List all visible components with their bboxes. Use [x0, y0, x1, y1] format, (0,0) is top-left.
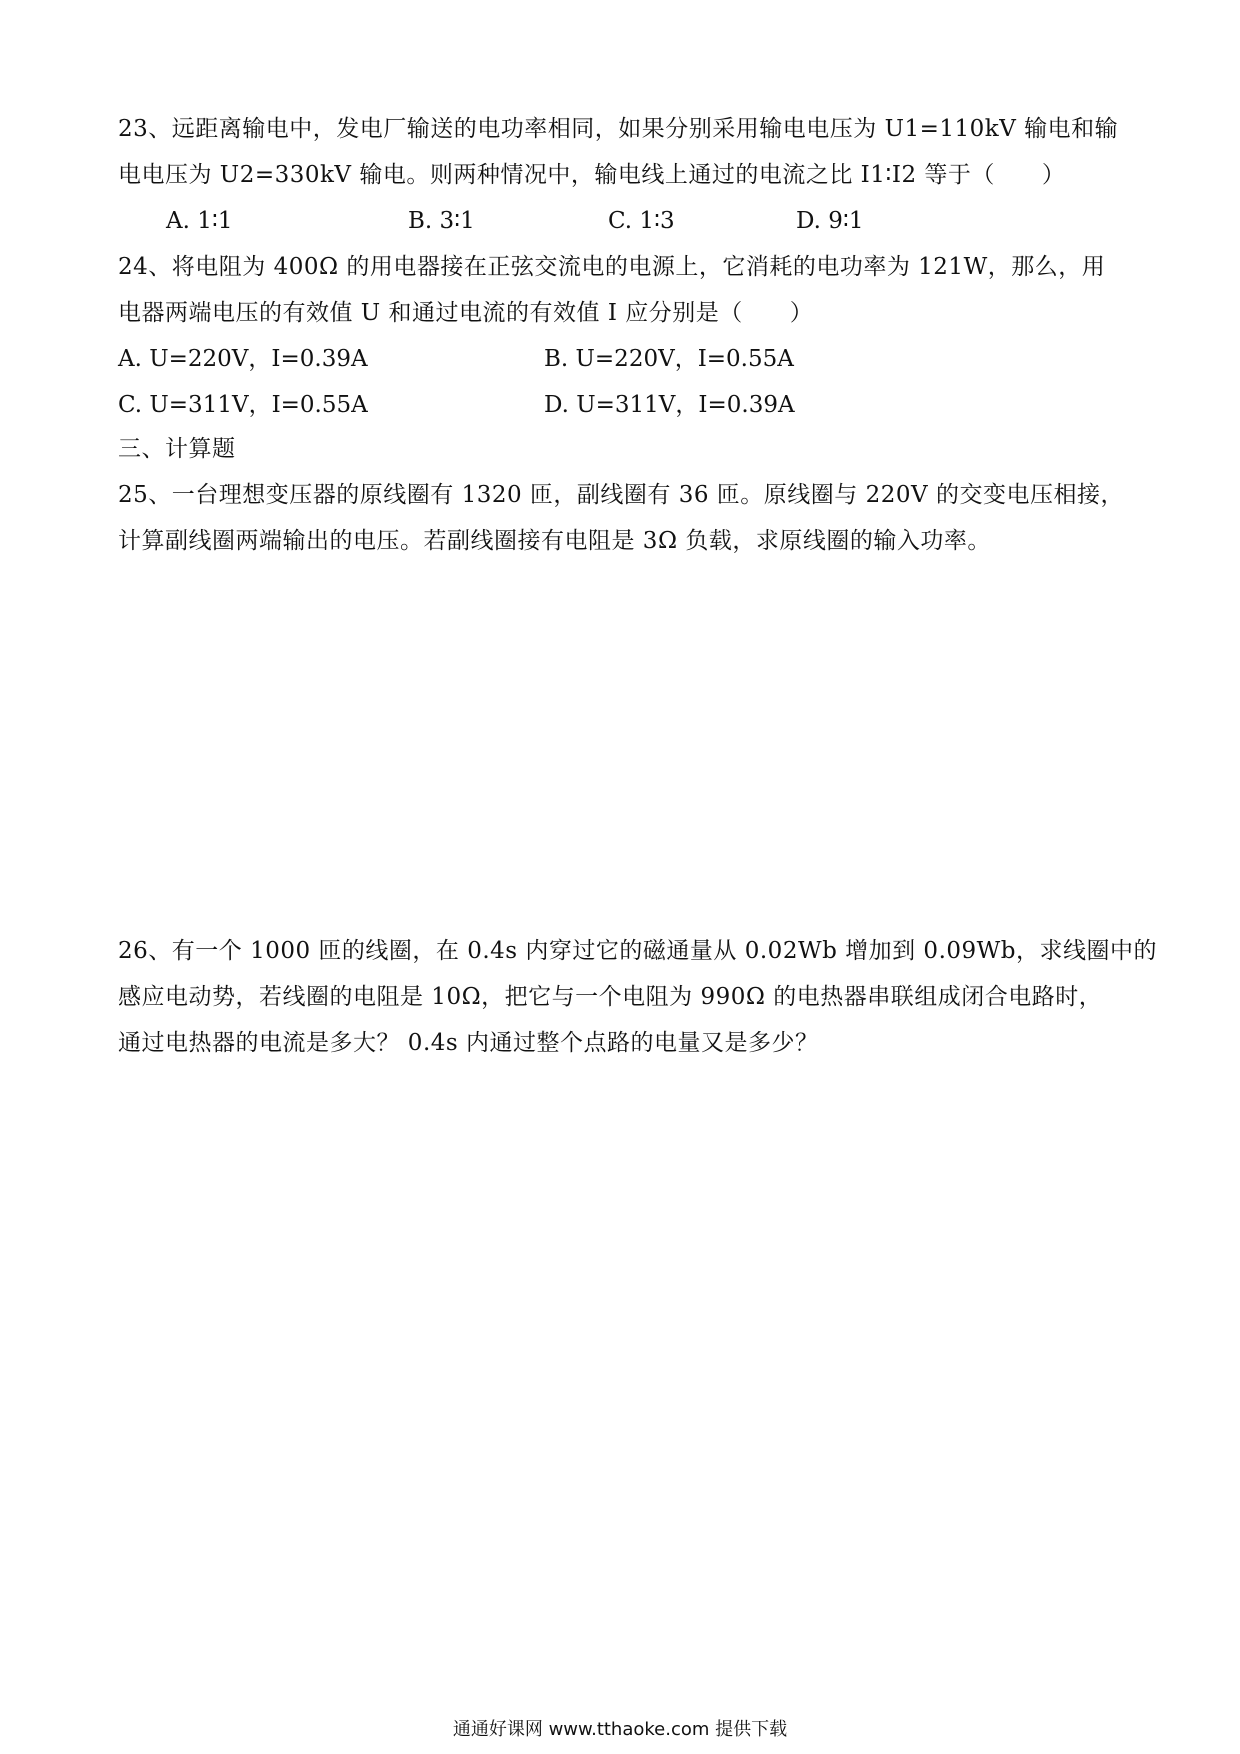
q24-option-c: C. U=311V，I=0.55A [118, 392, 368, 418]
section-title-calculation: 三、计算题 [118, 436, 236, 462]
q26-line-1: 26、有一个 1000 匝的线圈，在 0.4s 内穿过它的磁通量从 0.02Wb 增加到 0.09Wb，求线圈中的 [118, 938, 1158, 964]
q24-line-1: 24、将电阻为 400Ω 的用电器接在正弦交流电的电源上，它消耗的电功率为 121W，那么，用 [118, 254, 1106, 280]
q23-option-c: C. 1∶3 [608, 208, 675, 234]
q23-line-2: 电电压为 U2=330kV 输电。则两种情况中，输电线上通过的电流之比 I1∶I2 等于（ ） [118, 162, 1066, 188]
q23-option-b: B. 3∶1 [408, 208, 475, 234]
q24-option-a: A. U=220V，I=0.39A [118, 346, 368, 372]
q26-line-2: 感应电动势，若线圈的电阻是 10Ω，把它与一个电阻为 990Ω 的电热器串联组成闭合电路时， [118, 984, 1103, 1010]
q24-option-b: B. U=220V，I=0.55A [544, 346, 794, 372]
q23-option-d: D. 9∶1 [796, 208, 864, 234]
q24-option-d: D. U=311V，I=0.39A [544, 392, 795, 418]
page-footer: 通通好课网 www.tthaoke.com 提供下载 [452, 1719, 788, 1740]
q23-option-a: A. 1∶1 [166, 208, 233, 234]
q26-line-3: 通过电热器的电流是多大？ 0.4s 内通过整个点路的电量又是多少？ [118, 1030, 819, 1056]
q25-line-1: 25、一台理想变压器的原线圈有 1320 匝，副线圈有 36 匝。原线圈与 220V 的交变电压相接， [118, 482, 1124, 508]
q24-line-2: 电器两端电压的有效值 U 和通过电流的有效值 I 应分别是（ ） [118, 300, 814, 326]
q23-line-1: 23、远距离输电中，发电厂输送的电功率相同，如果分别采用输电电压为 U1=110kV 输电和输 [118, 116, 1119, 142]
q25-line-2: 计算副线圈两端输出的电压。若副线圈接有电阻是 3Ω 负载，求原线圈的输入功率。 [118, 528, 991, 554]
